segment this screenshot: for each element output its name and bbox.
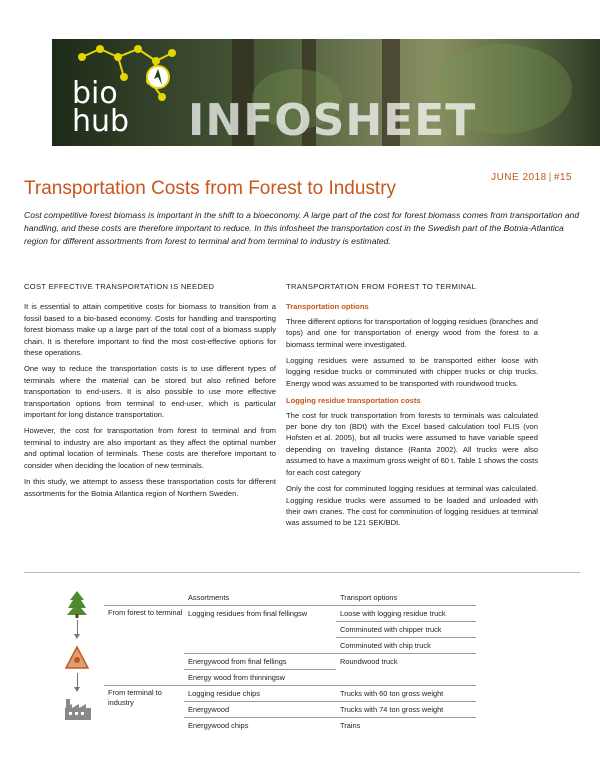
issue-date: JUNE 2018 [491,172,547,183]
table-row [104,670,476,685]
tree-icon [66,590,88,618]
table-cell-transport: Trucks with 74 ton gross weight [340,705,444,714]
table-row [104,686,476,707]
right-paragraph-2: Logging residues were assumed to be transported either loose with logging residue trucks or comminuted with chipper trucks or chip trucks. Energy wood was assumed to be transported with roundwood trucks. [286,356,538,388]
table-cell-assortment: Energywood [188,705,230,714]
logo-hub: hub [72,104,130,139]
header-banner [52,39,600,146]
table-cell-section: From terminal to industry [108,688,162,707]
arrow-line-2 [77,673,78,687]
table-row [104,622,476,637]
table-row [104,606,476,621]
dateline: JUNE 2018 | #15 [491,172,572,183]
right-paragraph-4: Only the cost for comminuted logging residues at terminal was calculated. Logging residue trucks were assumed to be loaded and unloaded with their own cranes. The cost for comminution of logging residues at terminal was assumed to be 121 SEK/BDt. [286,484,538,528]
table-row [104,654,476,669]
table-cell-assortment: Energywood from final fellings [188,657,287,666]
table-row [104,638,476,653]
table-cell-section: From forest to terminal [108,608,183,617]
page-title: Transportation Costs from Forest to Industry [24,178,397,199]
table-row [104,702,476,717]
banner-word: INFOSHEET [188,95,477,146]
left-paragraph-4: In this study, we attempt to assess these transportation costs for different assortments for the Botnia Atlantica region of Northern Sweden. [24,477,276,498]
table-header-row [104,590,476,605]
arrow-down-icon [74,687,80,692]
table-cell-assortment: Logging residue chips [188,689,260,698]
intro-paragraph: Cost competitive forest biomass is important in the shift to a bioeconomy. A large part of the cost for forest biomass comes from transportation and handling, and these costs are therefore important to reduce. In this infosheet the transportation cost in the Swedish part of the Botnia-Atlantica region for different assortments from forest to terminal and from terminal to industry is estimated. [24,210,580,246]
left-column [24,281,276,504]
right-column [286,281,538,534]
left-paragraph-2: One way to reduce the transportation costs is to use different types of terminals where the material can be stored but also refined before transportation to end-users. It is also possible to use more effective transportation options from terminal to end-user, which is particular important for long distance transportation. [24,364,276,420]
left-heading: COST EFFECTIVE TRANSPORTATION IS NEEDED [24,282,215,291]
factory-icon [64,697,92,721]
table-cell-transport: Comminuted with chipper truck [340,625,442,634]
table-cell-assortment: Logging residues from final fellingsw [188,609,308,618]
table-cell-transport: Trains [340,721,361,730]
table-cell-assortment: Energy wood from thinningsw [188,673,285,682]
right-heading: TRANSPORTATION FROM FOREST TO TERMINAL [286,282,477,291]
issue-number: #15 [553,172,572,183]
subheading-transportation-options: Transportation options [286,302,369,312]
section-divider [24,572,580,573]
table-cell-transport: Comminuted with chip truck [340,641,431,650]
left-paragraph-3: However, the cost for transportation from forest to terminal and from terminal to industry are also important as they affect the optimal number and optimal location of terminals. These costs are therefore important to consider when deciding the location of new terminals. [24,426,276,470]
table-cell-transport: Loose with logging residue truck [340,609,446,618]
table-cell-transport: Trucks with 60 ton gross weight [340,689,444,698]
right-paragraph-3: The cost for truck transportation from forests to terminals was calculated per bone dry ton (BDt) with the Excel based calculation tool FLIS (von Hofsten et al. 2005), but all trucks were assumed to have variable speed depending on traveling distance (Ranta 2002). All trucks were also assumed to have a maximum gross weight of 60 t. Table 1 shows the costs for each cost category [286,410,538,477]
subheading-residue-costs: Logging residue transportation costs [286,396,421,406]
right-paragraph-1: Three different options for transportation of logging residues (branches and tops) and one for transportation of energy wood from the forest to a biomass terminal were investigated. [286,316,538,349]
table-row [104,718,476,733]
terminal-pile-icon [64,644,90,670]
arrow-down-icon [74,634,80,639]
left-paragraph-1: It is essential to attain competitive costs for biomass to transition from a fossil based to a bio-based economy. Costs for handling and transporting forest biomass make up a large part of the total cost of a biomass supply chain. It is therefore important to find the most cost-effective options for these operations. [24,302,276,358]
table-cell-assortment: Energywood chips [188,721,249,730]
table-header-transport-options: Transport options [340,593,398,602]
table-header-assortments: Assortments [188,593,230,602]
arrow-line-1 [77,620,78,634]
logo-bio: bio [72,76,118,111]
table-cell-transport: Roundwood truck [340,657,398,666]
